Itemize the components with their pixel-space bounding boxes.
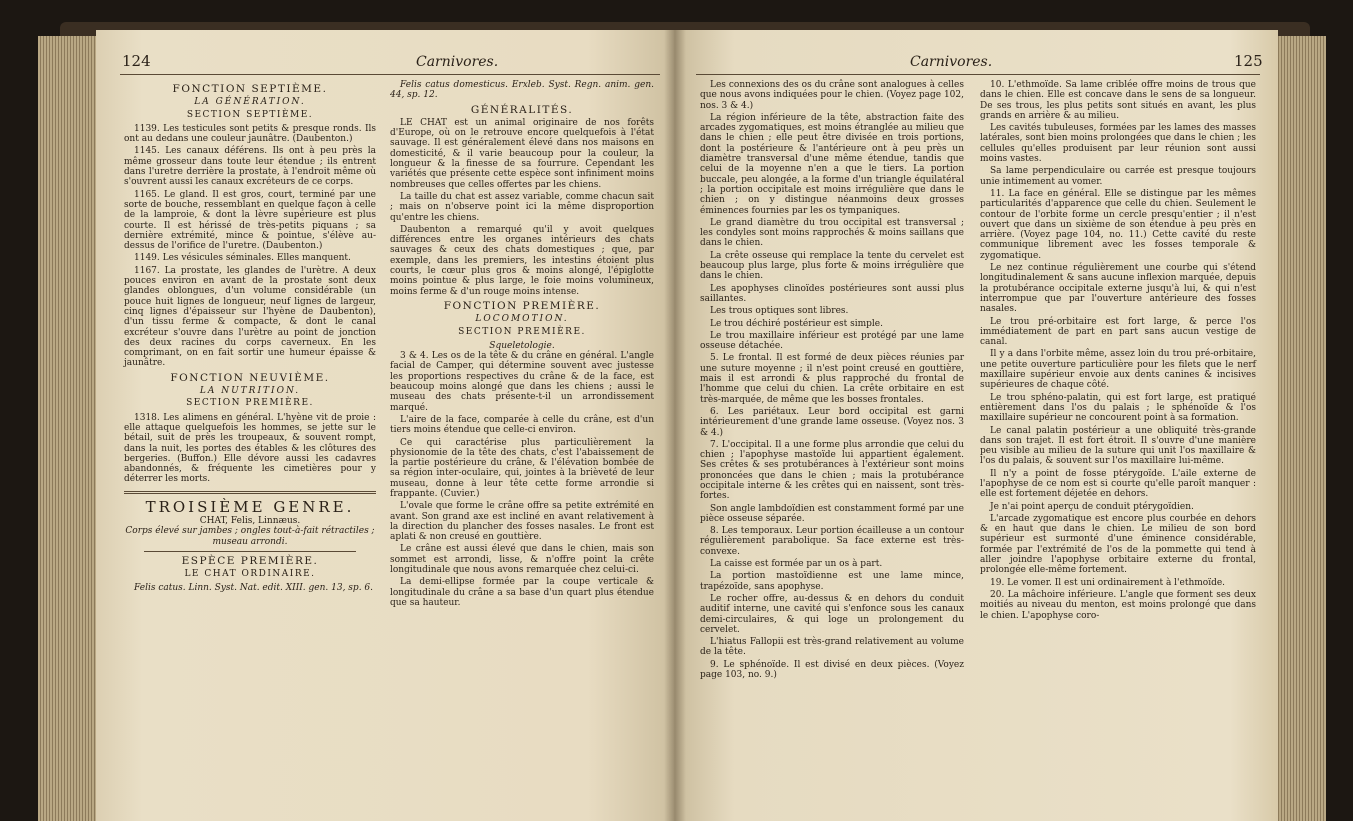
paragraph: La crête osseuse qui remplace la tente du cervelet est beaucoup plus large, plus forte & moins irrégulière que dans le chien. (700, 250, 964, 282)
paragraph: 1165. Le gland. Il est gros, court, terminé par une sorte de bouche, ressemblant en quelque façon à celle de la lamproie, & dont la lèvre supérieure est plus courte. Il est hérissé de très-petits piquans ; sa dernière extrémité, mince & pointue, s'élève au-dessus de l'orifice de l'uretre. (Daubenton.) (124, 189, 376, 252)
right-page (674, 30, 1278, 821)
heading-generalites: GÉNÉRALITÉS. (470, 103, 574, 116)
subheading-generation: LA GÉNÉRATION. (194, 97, 306, 108)
paragraph: 11. La face en général. Elle se distingue par les mêmes particularités d'apparence que celle du chien. Seulement le contour de l'orbite forme un cercle presqu'entier ; il n'est ouvert que dans un sixième de son étendue à peu près en arrière. (Voyez page 104, no. 11.) Cette cavité du reste communique librement avec les fosses temporale & zygomatique. (980, 188, 1256, 261)
paragraph: 3 & 4. Les os de la tête & du crâne en général. L'angle facial de Camper, qui détermine souvent avec justesse les proportions respectives du crâne & de la face, est beaucoup moins alongé que dans les chiens ; aussi le museau des chats présente-t-il un arrondissement marqué. (390, 351, 654, 413)
paragraph: Il n'y a point de fosse ptérygoïde. L'aile externe de l'apophyse de ce nom est si courte qu'elle paroît manquer : elle est fortement déjetée en dehors. (980, 468, 1256, 500)
left-column-2 (390, 80, 654, 610)
paragraph: Les connexions des os du crâne sont analogues à celles que nous avons indiquées pour le chien. (Voyez page 102, nos. 3 & 4.) (700, 80, 964, 111)
paragraph: 1149. Les vésicules séminales. Elles manquent. (134, 253, 351, 264)
right-column-2 (980, 80, 1256, 623)
paragraph: Le trou maxillaire inférieur est protégé par une lame osseuse détachée. (700, 330, 964, 352)
paragraph: Le canal palatin postérieur a une obliquité très-grande dans son trajet. Il est fort étroit. Il s'ouvre d'une manière peu visible au milieu de la suture qui unit l'os maxillaire & l'os du palais, & souvent sur l'os maxillaire lui-même. (980, 425, 1256, 467)
paragraph: 1318. Les alimens en général. L'hyène vit de proie : elle attaque quelquefois les hommes, se jette sur le bétail, suit de près les troupeaux, & souvent rompt, dans la nuit, les portes des étables & les clôtures des bergeries. (Buffon.) Elle dévore aussi les cadavres abandonnés, & fréquente les cimetières pour y déterrer les morts. (124, 412, 376, 485)
paragraph: Le trou pré-orbitaire est fort large, & perce l'os immédiatement de part en part sans aucun vestige de canal. (980, 316, 1256, 348)
paragraph: Les cavités tubuleuses, formées par les lames des masses latérales, sont bien moins prolongées que dans le chien ; les cellules qu'elles produisent par leur réunion sont aussi moins vastes. (980, 123, 1256, 165)
left-page (96, 30, 674, 821)
right-page-number: 125 (1234, 52, 1263, 70)
paragraph: Le grand diamètre du trou occipital est transversal ; les condyles sont moins rapprochés & moins saillans que dans le chien. (700, 217, 964, 249)
short-rule (144, 551, 356, 552)
paragraph: 1167. La prostate, les glandes de l'urètre. A deux pouces environ en avant de la prostate sont deux glandes oblongues, d'un volume considérable (un pouce huit lignes de longueur, neuf lignes de largeur, cinq lignes d'épaisseur sur l'hyène de Daubenton), d'un tissu ferme & compacte, & dont le canal excréteur s'ouvre dans l'urètre au point de jonction des deux racines du corps caverneux. En les comprimant, on en fait sortir une humeur épaisse & jaunâtre. (124, 265, 376, 369)
heading-fonction-septieme: FONCTION SEPTIÈME. (172, 83, 328, 95)
paragraph: Le trou déchiré postérieur est simple. (710, 318, 883, 329)
right-column-1 (700, 80, 964, 682)
subheading-squeletologie: Squeletologie. (489, 340, 555, 351)
paragraph: 9. Le sphénoïde. Il est divisé en deux pièces. (Voyez page 103, no. 9.) (700, 659, 964, 681)
heading-fonction-neuvieme: FONCTION NEUVIÈME. (170, 371, 330, 384)
right-running-head: Carnivores. (910, 54, 993, 70)
paragraph: Felis catus domesticus. Erxleb. Syst. Regn. anim. gen. 44, sp. 12. (390, 80, 654, 101)
paragraph: Son angle lambdoïdien est constamment formé par une pièce osseuse séparée. (700, 503, 964, 524)
paragraph: L'arcade zygomatique est encore plus courbée en dehors & en haut que dans le chien. Le milieu de son bord supérieur est surmonté d'une éminence considérable, formée par l'extrémité de l'os de la pommette qui tend à aller joindre l'apophyse orbitaire externe du frontal, prolongée elle-même fortement. (980, 513, 1256, 576)
paragraph: La caisse est formée par un os à part. (710, 559, 883, 570)
paragraph: 1139. Les testicules sont petits & presque ronds. Ils ont au dedans une couleur jaunâtre. (Daubenton.) (124, 123, 376, 145)
paragraph: L'ovale que forme le crâne offre sa petite extrémité en avant. Son grand axe est incliné en avant relativement à la direction du plancher des fosses nasales. Le front est aplati & non creusé en gouttière. (390, 501, 654, 543)
paragraph: Daubenton a remarqué qu'il y avoit quelques différences entre les organes intérieurs des chats sauvages & ceux des chats domestiques ; que, par exemple, dans les premiers, les intestins étoient plus courts, le cœur plus gros & moins alongé, l'épiglotte moins pointue & plus large, le foie moins volumineux, moins ferme & d'un rouge moins intense. (390, 224, 654, 297)
species-name: LE CHAT ORDINAIRE. (184, 569, 316, 580)
paragraph: Je n'ai point aperçu de conduit ptérygoïdien. (990, 501, 1194, 512)
paragraph: 19. Le vomer. Il est uni ordinairement à l'ethmoïde. (990, 577, 1226, 588)
paragraph: 1145. Les canaux déférens. Ils ont à peu près la même grosseur dans toute leur étendue ; ils entrent dans l'uretre derrière la prostate, à l'endroit même où s'ouvrent aussi les canaux excréteurs de ce corps. (124, 146, 376, 188)
paragraph: Felis catus. Linn. Syst. Nat. edit. XIII. gen. 13, sp. 6. (134, 583, 373, 594)
right-header-rule (696, 74, 1260, 75)
book-gutter (664, 30, 686, 821)
heading-troisieme-genre: TROISIÈME GENRE. (145, 497, 355, 516)
left-page-number: 124 (122, 52, 151, 70)
section-premiere: SECTION PREMIÈRE. (458, 326, 586, 337)
paragraph: 20. La mâchoire inférieure. L'angle que forment ses deux moitiés au niveau du menton, est moins prolongé que dans le chien. L'apophyse coro- (980, 589, 1256, 621)
genus-name: CHAT, Felis, Linnæus. (199, 515, 301, 526)
paragraph: La taille du chat est assez variable, comme chacun sait ; mais on n'observe point ici la même disproportion qu'entre les chiens. (390, 191, 654, 223)
paragraph: 8. Les temporaux. Leur portion écailleuse a un contour régulièrement parabolique. Sa face externe est très-convexe. (700, 526, 964, 557)
subheading-nutrition: LA NUTRITION. (199, 386, 301, 397)
paragraph: 7. L'occipital. Il a une forme plus arrondie que celui du chien ; l'apophyse mastoïde lui appartient également. Ses crêtes & ses protubérances à l'extérieur sont moins prononcées que dans le chien ; mais la protubérance occipitale interne & les crêtes qui en naissent, sont très-fortes. (700, 439, 964, 502)
heading-fonction-premiere: FONCTION PREMIÈRE. (443, 299, 601, 312)
left-running-head: Carnivores. (416, 54, 499, 70)
paragraph: Le crâne est aussi élevé que dans le chien, mais son sommet est arrondi, lisse, & n'offre point la crête longitudinale que nous avons remarquée chez celui-ci. (390, 544, 654, 576)
paragraph: La région inférieure de la tête, abstraction faite des arcades zygomatiques, est moins étranglée au milieu que dans le chien ; elle peut être divisée en trois portions, dont la postérieure & l'antérieure ont à peu près un diamètre transversal d'une même étendue, tandis que celui de la moyenne n'en a que le tiers. La portion buccale, peu alongée, a la forme d'un triangle équilatéral ; la portion occipitale est moins irrégulière que dans le chien ; on y distingue néanmoins deux grosses éminences fournies par les os tympaniques. (700, 112, 964, 216)
left-page-edges (38, 36, 98, 821)
paragraph: Les trous optiques sont libres. (710, 306, 849, 317)
left-column-1 (124, 80, 376, 596)
paragraph: 5. Le frontal. Il est formé de deux pièces réunies par une suture moyenne ; il n'est point creusé en gouttière, mais il est arrondi & plus rapproché du frontal de l'homme que celui du chien. La crête orbitaire en est très-marquée, de même que les bosses frontales. (700, 353, 964, 405)
paragraph: L'aire de la face, comparée à celle du crâne, est d'un tiers moins étendue que celle-ci environ. (390, 414, 654, 436)
paragraph: Le nez continue régulièrement une courbe qui s'étend longitudinalement & sans aucune inflexion marquée, depuis la protubérance occipitale externe jusqu'à lui, & qui n'est interrompue que par l'ouverture antérieure des fosses nasales. (980, 263, 1256, 315)
paragraph: L'hiatus Fallopii est très-grand relativement au volume de la tête. (700, 637, 964, 658)
heading-espece-premiere: ESPÈCE PREMIÈRE. (181, 554, 319, 567)
section-septieme: SECTION SEPTIÈME. (186, 109, 314, 120)
paragraph: Le trou sphéno-palatin, qui est fort large, est pratiqué entièrement dans l'os du palais ; le sphénoïde & l'os maxillaire supérieur ne concourent point à sa formation. (980, 392, 1256, 424)
right-page-edges (1276, 36, 1326, 821)
double-rule (124, 491, 376, 494)
paragraph: Il y a dans l'orbite même, assez loin du trou pré-orbitaire, une petite ouverture particulière pour les filets que le nerf maxillaire supérieur envoie aux dents canines & incisives supérieures de chaque côté. (980, 349, 1256, 391)
paragraph: 6. Les pariétaux. Leur bord occipital est garni intérieurement d'une grande lame osseuse. (Voyez nos. 3 & 4.) (700, 406, 964, 438)
paragraph: Ce qui caractérise plus particulièrement la physionomie de la tête des chats, c'est l'abaissement de la partie postérieure du crâne, & l'élévation bombée de sa région inter-oculaire, qui, jointes à la brièveté de leur museau, donne à leur tête cette forme arrondie si frappante. (Cuvier.) (390, 437, 654, 499)
paragraph: La portion mastoïdienne est une lame mince, trapézoïde, sans apophyse. (700, 571, 964, 592)
paragraph: Les apophyses clinoïdes postérieures sont aussi plus saillantes. (700, 283, 964, 304)
section-premiere: SECTION PREMIÈRE. (186, 398, 314, 409)
paragraph: Sa lame perpendiculaire ou carrée est presque toujours unie intimement au vomer. (980, 166, 1256, 187)
paragraph: Le rocher offre, au-dessus & en dehors du conduit auditif interne, une cavité qui s'enfonce sous les canaux demi-circulaires, & qui loge un prolongement du cervelet. (700, 593, 964, 635)
left-header-rule (120, 74, 660, 75)
genus-description: Corps élevé sur jambes ; ongles tout-à-fait rétractiles ; museau arrondi. (125, 526, 375, 547)
paragraph: LE CHAT est un animal originaire de nos forêts d'Europe, où on le retrouve encore quelquefois à l'état sauvage. Il est généralement élevé dans nos maisons en domesticité, & il varie beaucoup pour la couleur, la longueur & la finesse de sa fourrure. Cependant les variétés que présente cette espèce sont infiniment moins nombreuses que celles offertes par les chiens. (390, 117, 654, 190)
paragraph: 10. L'ethmoïde. Sa lame criblée offre moins de trous que dans le chien. Elle est concave dans le sens de sa longueur. De ses trous, les plus petits sont situés en avant, les plus grands en arrière & au milieu. (980, 80, 1256, 121)
subheading-locomotion: LOCOMOTION. (475, 314, 569, 325)
paragraph: La demi-ellipse formée par la coupe verticale & longitudinale du crâne a sa base d'un quart plus étendue que sa hauteur. (390, 577, 654, 608)
